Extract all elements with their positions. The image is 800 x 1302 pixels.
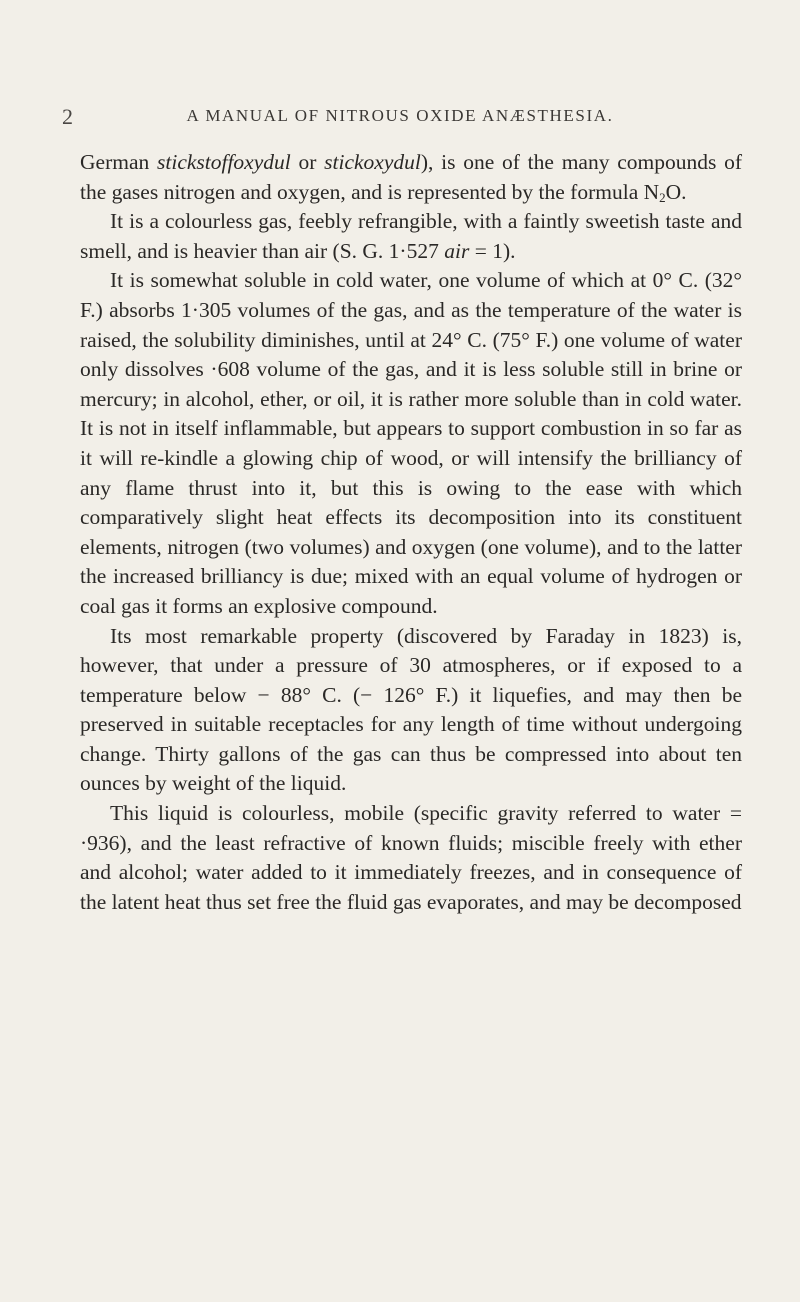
paragraph-4: Its most remarkable property (discovered by Faraday in 1823) is, however, that under a pressure of 30 atmospheres, or if exposed to a temperature below − 88° C. (− 126° F.) it liquefies, and may then be preserved in suitable receptacles for any length of time without undergoing change. Thirty gallons of the gas can thus be compressed into about ten ounces by weight of the liquid. xyxy=(80,623,742,796)
page-header xyxy=(0,104,800,136)
paragraph-2-text-a: It is a colourless gas, feebly refrangible, with a faintly sweetish taste and smell, and is heavier than air (S. G. 1·527 xyxy=(80,209,742,263)
paragraph-1 xyxy=(80,148,742,207)
page-number: 2 xyxy=(62,104,73,129)
paragraph-1-text-c: or xyxy=(290,150,325,174)
paragraph-1-text-f: O. xyxy=(665,179,687,204)
paragraph-5: This liquid is colourless, mobile (specific gravity referred to water = ·936), and the least refractive of known fluids; miscible freely with ether and alcohol; water added to it immediately freezes, and in consequence of the latent heat thus set free the fluid gas evaporates, and may be decomposed xyxy=(80,801,742,914)
body-text xyxy=(80,148,742,917)
german-term-2: stickoxydul xyxy=(324,150,421,174)
paragraph-2 xyxy=(80,207,742,266)
german-term-1: stickstoffoxydul xyxy=(157,150,291,174)
paragraph-2-text-c: = 1). xyxy=(469,238,516,263)
formula-subscript: 2 xyxy=(659,189,666,205)
paragraph-3: It is somewhat soluble in cold water, one volume of which at 0° C. (32° F.) absorbs 1·305 volumes of the gas, and as the temperature of the water is raised, the solubility diminishes, until at 24° C. (75° F.) one volume of water only dissolves ·608 volume of the gas, and it is less soluble still in brine or mercury; in alcohol, ether, or oil, it is rather more soluble than in cold water. It is not in itself inflammable, but appears to support combustion in so far as it will re-kindle a glowing chip of wood, or will intensify the brilliancy of any flame thrust into it, but this is owing to the ease with which comparatively slight heat effects its decomposition into its constituent elements, nitrogen (two volumes) and oxygen (one volume), and to the latter the increased brilliancy is due; mixed with an equal volume of hydrogen or coal gas it forms an explosive compound. xyxy=(80,268,742,618)
paragraph-1-text-a: German xyxy=(80,150,157,174)
running-head: A MANUAL OF NITROUS OXIDE ANÆSTHESIA. xyxy=(186,106,614,125)
air-italic: air xyxy=(444,238,470,263)
paragraph-1-text-e: ), is one of the many compounds of the gases nitrogen and oxygen, and is represented by the formula N xyxy=(80,150,742,204)
